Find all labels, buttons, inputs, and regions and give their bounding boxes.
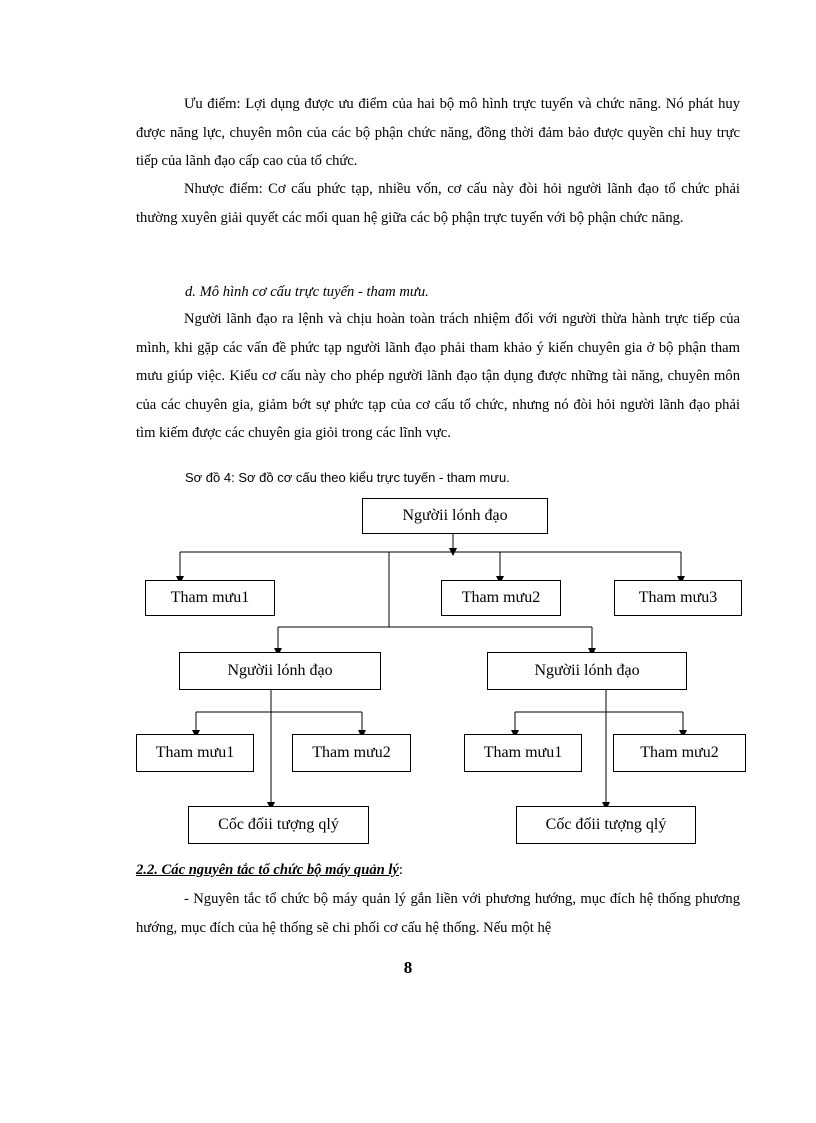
diagram-caption: Sơ đồ 4: Sơ đồ cơ cấu theo kiểu trực tuyến - tham mưu. [185,470,510,485]
box-left-subjects: Cốc đốii tượng qlý [188,806,369,844]
section-2-2-title: 2.2. Các nguyên tắc tổ chức bộ máy quản lý [136,862,399,878]
box-advisor-1: Tham mưu1 [145,580,275,616]
paragraph-section-2-2: - Nguyên tắc tổ chức bộ máy quản lý gắn liền với phương hướng, mục đích hệ thống phương hướng, mục đích của hệ thống sẽ chi phối cơ cấu hệ thống. Nếu một hệ [136,891,740,936]
paragraph-section-d: Người lãnh đạo ra lệnh và chịu hoàn toàn trách nhiệm đối với người thừa hành trực tiếp của mình, khi gặp các vấn đề phức tạp người lãnh đạo phải tham khảo ý kiến chuyên gia ở bộ phận tham mưu giúp việc. Kiểu cơ cấu này cho phép người lãnh đạo tận dụng được những tài năng, chuyên môn của các chuyên gia, giảm bớt sự phức tạp của cơ cấu tổ chức, nhưng nó đòi hỏi người lãnh đạo phải tìm kiếm được các chuyên gia giỏi trong các lĩnh vực. [136,311,740,441]
paragraph-uu-diem: Ưu điểm: Lợi dụng được ưu điểm của hai bộ mô hình trực tuyến và chức năng. Nó phát huy được năng lực, chuyên môn của các bộ phận chức năng, đồng thời đảm bảo được quyền chỉ huy trực tiếp của lãnh đạo cấp cao của tổ chức. [136,96,740,169]
box-right-subjects: Cốc đốii tượng qlý [516,806,696,844]
box-advisor-3: Tham mưu3 [614,580,742,616]
section-2-2-colon: : [398,862,403,878]
box-left-advisor-2: Tham mưu2 [292,734,411,772]
box-right-leader: Ngườii lónh đạo [487,652,687,690]
box-right-advisor-2: Tham mưu2 [613,734,746,772]
box-top-leader: Ngườii lónh đạo [362,498,548,534]
paragraph-nhuoc-diem: Nhược điểm: Cơ cấu phức tạp, nhiều vốn, cơ cấu này đòi hỏi người lãnh đạo tổ chức phải thường xuyên giải quyết các mối quan hệ giữa các bộ phận trực tuyến với bộ phận chức năng. [136,181,740,226]
box-advisor-2: Tham mưu2 [441,580,561,616]
box-right-advisor-1: Tham mưu1 [464,734,582,772]
page-number: 8 [403,958,413,977]
box-left-leader: Ngườii lónh đạo [179,652,381,690]
box-left-advisor-1: Tham mưu1 [136,734,254,772]
section-2-2-heading [136,862,403,879]
section-d-heading: d. Mô hình cơ cấu trực tuyến - tham mưu. [185,284,429,300]
